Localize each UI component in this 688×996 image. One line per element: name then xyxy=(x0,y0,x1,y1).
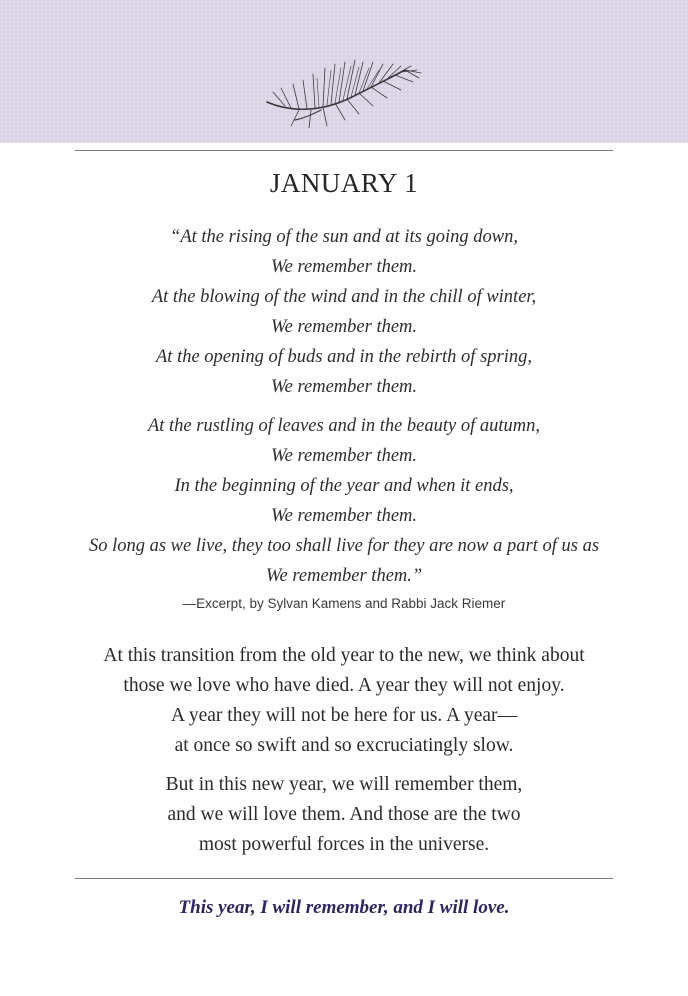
poem-line: We remember them.” xyxy=(265,566,423,586)
reflection-line: A year they will not be here for us. A year— xyxy=(170,705,518,726)
poem-line: “At the rising of the sun and at its going down, xyxy=(170,227,518,247)
poem-line: So long as we live, they too shall live for they are now a part of us as xyxy=(88,536,600,556)
poem-line: We remember them. xyxy=(270,317,418,337)
reflection-paragraph-1 xyxy=(0,641,688,761)
poem-line: At the blowing of the wind and in the chill of winter, xyxy=(151,287,537,307)
poem-stanza-1 xyxy=(0,222,688,402)
daily-affirmation: This year, I will remember, and I will love. xyxy=(178,897,510,918)
poem-line: We remember them. xyxy=(270,257,418,277)
poem-stanza-2 xyxy=(0,411,688,591)
poem-line: We remember them. xyxy=(270,446,418,466)
poem-line: In the beginning of the year and when it ends, xyxy=(174,476,514,496)
top-divider xyxy=(75,150,613,151)
reflection-paragraph-2 xyxy=(0,770,688,860)
poem-line: At the opening of buds and in the rebirth of spring, xyxy=(156,347,532,367)
pine-branch-icon xyxy=(255,40,425,140)
poem-line: At the rustling of leaves and in the beauty of autumn, xyxy=(147,416,541,436)
reflection-line: and we will love them. And those are the two xyxy=(167,804,521,825)
reflection-line: at once so swift and so excruciatingly slow. xyxy=(174,735,514,756)
poem-line: We remember them. xyxy=(270,506,418,526)
bottom-divider xyxy=(75,878,613,879)
reflection-line: At this transition from the old year to the new, we think about xyxy=(103,645,585,666)
poem-line: We remember them. xyxy=(270,377,418,397)
header-banner xyxy=(0,0,688,143)
reflection-line: those we love who have died. A year they will not enjoy. xyxy=(123,675,565,696)
reflection-line: But in this new year, we will remember them, xyxy=(165,774,523,795)
reflection-line: most powerful forces in the universe. xyxy=(198,834,490,855)
page-title: JANUARY 1 xyxy=(269,168,419,198)
poem-attribution: —Excerpt, by Sylvan Kamens and Rabbi Jack Riemer xyxy=(182,596,506,611)
